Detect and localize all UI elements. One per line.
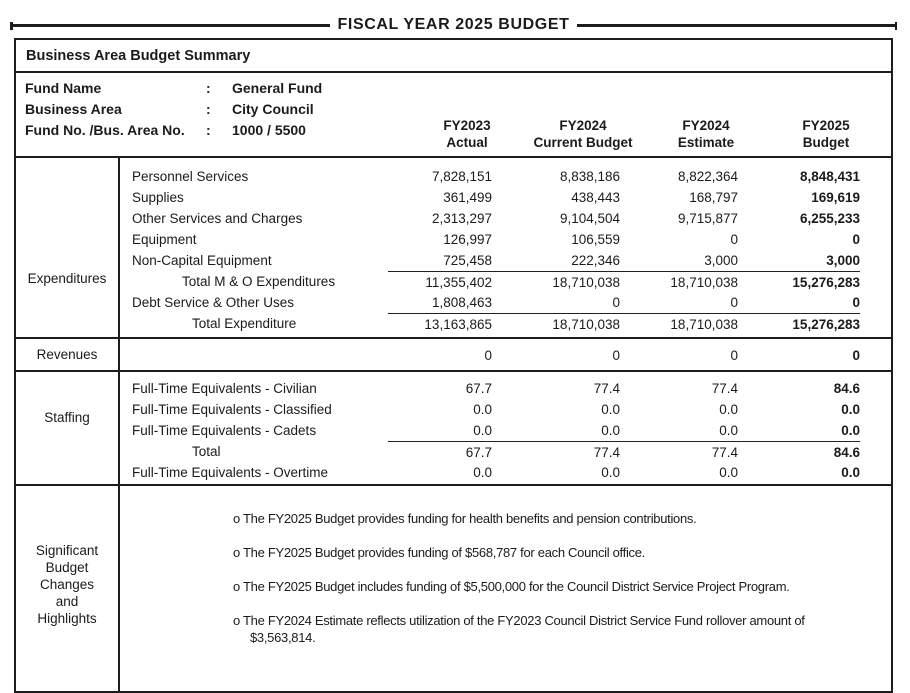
value-cell: 77.4: [620, 441, 738, 462]
highlight-bullet: [233, 612, 887, 646]
value-cell: 9,715,877: [677, 211, 738, 226]
row-right-spacer: [860, 187, 891, 208]
bullet-text: o The FY2025 Budget includes funding of $5,500,000 for the Council District Service Project Program.: [233, 579, 790, 594]
column-header-kind: Budget: [802, 135, 850, 150]
value-cell: 0.0: [473, 423, 492, 438]
row-label: Total Expenditure: [192, 316, 297, 331]
staffing-section: [16, 372, 891, 486]
table-row-total-expenditure: [120, 313, 891, 334]
row-right-spacer: [860, 271, 891, 292]
table-row-total-mo: [120, 271, 891, 292]
value-cell: 18,710,038: [492, 271, 620, 292]
value-cell: 0: [484, 348, 492, 363]
value-cell: 0.0: [719, 402, 738, 417]
table-row: [120, 187, 891, 208]
value-cell: 18,710,038: [620, 313, 738, 334]
row-right-spacer: [860, 166, 891, 187]
highlights-section: [16, 486, 891, 691]
bullet-text: o The FY2025 Budget provides funding of $568,787 for each Council office.: [233, 545, 645, 560]
row-right-spacer: [860, 292, 891, 313]
row-right-spacer: [860, 339, 891, 372]
value-cell: 0: [730, 232, 738, 247]
column-header-kind: Current Budget: [533, 135, 633, 150]
title-rule-left: [10, 24, 330, 27]
highlight-bullet: [233, 578, 887, 595]
value-cell: 0.0: [601, 465, 620, 480]
highlights-label-line: Significant: [35, 543, 99, 558]
value-cell: 0.0: [473, 465, 492, 480]
value-cell: 0.0: [473, 402, 492, 417]
value-cell: 67.7: [465, 381, 492, 396]
value-cell: 0: [852, 348, 860, 363]
value-cell: 1,808,463: [431, 295, 492, 310]
row-right-spacer: [860, 378, 891, 399]
value-cell: 84.6: [833, 381, 860, 396]
business-area-value: City Council: [232, 100, 314, 117]
value-cell: 106,559: [571, 232, 620, 247]
expenditures-rows: [120, 158, 891, 337]
value-cell: 8,822,364: [677, 169, 738, 184]
value-cell: 0.0: [841, 423, 860, 438]
table-row: [120, 339, 891, 372]
highlights-label-line: Changes: [39, 577, 95, 592]
value-cell: 18,710,038: [492, 313, 620, 334]
value-cell: 0: [852, 295, 860, 310]
fund-number-label: Fund No. /Bus. Area No.: [25, 121, 185, 138]
highlight-bullet: [233, 544, 887, 561]
value-cell: 438,443: [571, 190, 620, 205]
value-cell: 222,346: [571, 253, 620, 268]
row-right-spacer: [860, 250, 891, 271]
row-right-spacer: [860, 229, 891, 250]
fund-name-row: [16, 77, 891, 98]
summary-header-row: [16, 40, 891, 73]
column-header-year: FY2024: [682, 118, 730, 133]
table-row: [120, 250, 891, 271]
expenditures-section-label: Expenditures: [16, 158, 120, 337]
table-row: [120, 166, 891, 187]
value-cell: 0: [730, 348, 738, 363]
value-cell: 67.7: [388, 441, 492, 462]
column-header-year: FY2024: [559, 118, 607, 133]
staffing-section-label: Staffing: [16, 372, 120, 484]
column-header-spacer: [16, 117, 388, 151]
separator-colon: :: [206, 79, 211, 96]
row-label: Personnel Services: [132, 169, 249, 184]
value-cell: 0: [730, 295, 738, 310]
column-header-kind: Estimate: [677, 135, 735, 150]
value-cell: 77.4: [492, 441, 620, 462]
value-cell: 13,163,865: [388, 313, 492, 334]
fund-name-value: General Fund: [232, 79, 323, 96]
value-cell: 18,710,038: [620, 271, 738, 292]
row-right-spacer: [860, 462, 891, 483]
highlights-bullets: [120, 486, 891, 691]
table-row: [120, 292, 891, 313]
value-cell: 84.6: [738, 441, 860, 462]
fund-name-label: Fund Name: [25, 79, 102, 96]
value-cell: 3,000: [826, 253, 860, 268]
row-right-spacer: [860, 399, 891, 420]
value-cell: 725,458: [443, 253, 492, 268]
revenues-section-label: Revenues: [16, 339, 120, 370]
page-title: FISCAL YEAR 2025 BUDGET: [337, 16, 570, 33]
value-cell: 0.0: [719, 465, 738, 480]
value-cell: 15,276,283: [738, 271, 860, 292]
column-header-year: FY2023: [443, 118, 491, 133]
separator-colon: :: [206, 121, 211, 138]
highlights-label-line: Budget: [45, 560, 89, 575]
value-cell: 0: [612, 348, 620, 363]
summary-title: Business Area Budget Summary: [26, 47, 251, 64]
highlight-bullet: [233, 510, 887, 527]
column-header-fy2023-actual: [415, 117, 519, 151]
row-label: Other Services and Charges: [132, 211, 303, 226]
row-label: Full-Time Equivalents - Civilian: [132, 381, 317, 396]
budget-summary-table: [14, 38, 893, 693]
value-cell: 361,499: [443, 190, 492, 205]
fund-info-section: [16, 73, 891, 158]
highlights-label-line: Highlights: [37, 611, 97, 626]
column-header-fy2024-current-budget: [519, 117, 647, 151]
value-cell: 77.4: [711, 381, 738, 396]
row-right-spacer: [860, 420, 891, 441]
row-label: Supplies: [132, 190, 184, 205]
value-cell: 0.0: [841, 465, 860, 480]
document-title-bar: [10, 16, 897, 34]
value-cell: 77.4: [593, 381, 620, 396]
business-area-row: [16, 98, 891, 119]
value-cell: 11,355,402: [388, 271, 492, 292]
value-cell: 126,997: [443, 232, 492, 247]
value-cell: 0.0: [719, 423, 738, 438]
value-cell: 15,276,283: [738, 313, 860, 334]
row-label: Total: [192, 444, 221, 459]
separator-colon: :: [206, 100, 211, 117]
value-cell: 0.0: [841, 402, 860, 417]
bullet-text-continuation: $3,563,814.: [250, 630, 316, 645]
column-header-kind: Actual: [446, 135, 488, 150]
column-header-fy2024-estimate: [647, 117, 765, 151]
value-cell: 9,104,504: [559, 211, 620, 226]
bullet-text: o The FY2025 Budget provides funding for health benefits and pension contributions.: [233, 511, 697, 526]
revenues-section: [16, 339, 891, 372]
table-row-staffing-total: [120, 441, 891, 462]
row-label: Total M & O Expenditures: [182, 274, 336, 289]
column-headers: [16, 117, 891, 151]
value-cell: 7,828,151: [431, 169, 492, 184]
value-cell: 8,848,431: [799, 169, 860, 184]
value-cell: 0.0: [601, 402, 620, 417]
highlights-label-line: and: [55, 594, 79, 609]
table-row: [120, 229, 891, 250]
value-cell: 0: [852, 232, 860, 247]
row-label: Full-Time Equivalents - Cadets: [132, 423, 317, 438]
row-label: Full-Time Equivalents - Overtime: [132, 465, 329, 480]
table-row: [120, 462, 891, 483]
column-header-year: FY2025: [802, 118, 850, 133]
row-label: Equipment: [132, 232, 197, 247]
highlights-section-label: [16, 486, 120, 691]
row-label-empty: [120, 339, 388, 372]
row-right-spacer: [860, 313, 891, 334]
row-label: Full-Time Equivalents - Classified: [132, 402, 332, 417]
value-cell: 2,313,297: [431, 211, 492, 226]
value-cell: 0: [612, 295, 620, 310]
table-row: [120, 420, 891, 441]
value-cell: 6,255,233: [799, 211, 860, 226]
value-cell: 169,619: [811, 190, 860, 205]
column-header-fy2025-budget: [765, 117, 887, 151]
value-cell: 168,797: [689, 190, 738, 205]
value-cell: 8,838,186: [559, 169, 620, 184]
row-label: Non-Capital Equipment: [132, 253, 272, 268]
table-row: [120, 399, 891, 420]
row-right-spacer: [860, 208, 891, 229]
fund-number-value: 1000 / 5500: [232, 121, 306, 138]
staffing-rows: [120, 372, 891, 484]
expenditures-section: [16, 158, 891, 339]
title-rule-right: [577, 24, 897, 27]
row-label: Debt Service & Other Uses: [132, 295, 295, 310]
table-row: [120, 208, 891, 229]
value-cell: 3,000: [704, 253, 738, 268]
bullet-text: o The FY2024 Estimate reflects utilization of the FY2023 Council District Service Fund rollover amount of: [233, 613, 805, 628]
value-cell: 0.0: [601, 423, 620, 438]
table-row: [120, 378, 891, 399]
row-right-spacer: [860, 441, 891, 462]
business-area-label: Business Area: [25, 100, 122, 117]
revenues-rows: [120, 339, 891, 370]
